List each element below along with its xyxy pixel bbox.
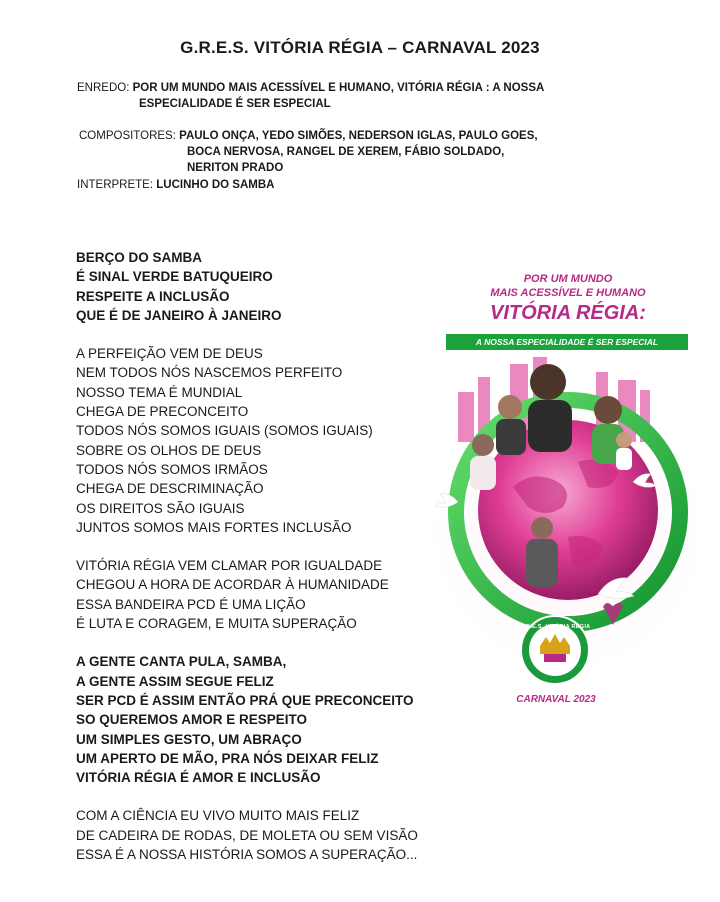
lyrics-stanza — [76, 344, 476, 537]
lyric-line: SOBRE OS OLHOS DE DEUS — [76, 442, 262, 458]
lyric-line: BERÇO DO SAMBA — [76, 250, 203, 265]
poster-artwork — [418, 262, 718, 722]
lyric-line: VITÓRIA RÉGIA VEM CLAMAR POR IGUALDADE — [76, 558, 383, 574]
poster-head-line2: MAIS ACESSÍVEL E HUMANO — [490, 287, 646, 299]
poster-footer: CARNAVAL 2023 — [516, 694, 596, 705]
poster-headline — [418, 272, 718, 325]
interprete-value: LUCINHO DO SAMBA — [156, 179, 275, 191]
lyric-line: ESSA BANDEIRA PCD É UMA LIÇÃO — [76, 596, 306, 612]
compositores-label: COMPOSITORES: — [79, 130, 176, 142]
compositores-line1: PAULO ONÇA, YEDO SIMÕES, NEDERSON IGLAS, PAULO GOES, — [179, 130, 538, 142]
poster-head-line3: VITÓRIA RÉGIA: — [490, 302, 646, 324]
compositores-line2: BOCA NERVOSA, RANGEL DE XEREM, FÁBIO SOLDADO, — [187, 146, 505, 158]
lyric-line: A GENTE CANTA PULA, SAMBA, — [76, 654, 287, 670]
emblem-year: 1975 — [548, 664, 562, 670]
enredo-label: ENREDO: — [77, 82, 130, 94]
compositores-line3: NERITON PRADO — [187, 162, 284, 174]
lyrics — [76, 248, 476, 883]
lyric-line: NOSSO TEMA É MUNDIAL — [76, 384, 243, 400]
lyric-line: CHEGA DE DESCRIMINAÇÃO — [76, 481, 264, 497]
lyric-line: JUNTOS SOMOS MAIS FORTES INCLUSÃO — [76, 519, 352, 535]
poster-banner: A NOSSA ESPECIALIDADE É SER ESPECIAL — [446, 334, 688, 350]
lyric-line: OS DIREITOS SÃO IGUAIS — [76, 500, 245, 516]
lyric-line: A GENTE ASSIM SEGUE FELIZ — [76, 673, 274, 689]
lyric-line: CHEGOU A HORA DE ACORDAR À HUMANIDADE — [76, 577, 389, 593]
poster-head-line1: POR UM MUNDO — [523, 273, 613, 285]
lyrics-stanza — [76, 806, 476, 864]
lyric-line: COM A CIÊNCIA EU VIVO MUITO MAIS FELIZ — [76, 808, 360, 824]
lyric-line: ESSA É A NOSSA HISTÓRIA SOMOS A SUPERAÇÃO... — [76, 847, 418, 863]
lyrics-stanza — [76, 248, 476, 325]
lyric-line: A PERFEIÇÃO VEM DE DEUS — [76, 346, 263, 362]
lyric-line: UM APERTO DE MÃO, PRA NÓS DEIXAR FELIZ — [76, 750, 379, 766]
lyric-line: É LUTA E CORAGEM, E MUITA SUPERAÇÃO — [76, 616, 357, 632]
lyric-line: DE CADEIRA DE RODAS, DE MOLETA OU SEM VISÃO — [76, 827, 418, 843]
lyric-line: UM SIMPLES GESTO, UM ABRAÇO — [76, 731, 302, 747]
compositores-block — [79, 128, 538, 176]
lyrics-stanza — [76, 556, 476, 633]
lyric-line: VITÓRIA RÉGIA É AMOR E INCLUSÃO — [76, 770, 321, 786]
lyric-line: TODOS NÓS SOMOS IGUAIS (SOMOS IGUAIS) — [76, 423, 373, 439]
enredo-line2: ESPECIALIDADE É SER ESPECIAL — [139, 98, 331, 110]
emblem-text: G.R.E.S. VITÓRIA RÉGIA — [519, 624, 591, 630]
enredo-line1: POR UM MUNDO MAIS ACESSÍVEL E HUMANO, VITÓRIA RÉGIA : A NOSSA — [132, 82, 545, 94]
lyric-line: SO QUEREMOS AMOR E RESPEITO — [76, 712, 308, 728]
interprete-label: INTERPRETE: — [77, 179, 154, 191]
lyric-line: NEM TODOS NÓS NASCEMOS PERFEITO — [76, 365, 343, 381]
page-title: G.R.E.S. VITÓRIA RÉGIA – CARNAVAL 2023 — [180, 38, 540, 57]
lyric-line: RESPEITE A INCLUSÃO — [76, 288, 230, 304]
enredo-block — [77, 80, 544, 112]
lyric-line: QUE É DE JANEIRO À JANEIRO — [76, 307, 282, 323]
lyric-line: TODOS NÓS SOMOS IRMÃOS — [76, 461, 268, 477]
interprete-block — [77, 177, 274, 193]
lyric-line: É SINAL VERDE BATUQUEIRO — [76, 269, 273, 285]
lyric-line: SER PCD É ASSIM ENTÃO PRÁ QUE PRECONCEITO — [76, 692, 414, 708]
poster-illustration — [418, 262, 718, 722]
lyric-line: CHEGA DE PRECONCEITO — [76, 404, 249, 420]
lyrics-stanza — [76, 652, 476, 787]
